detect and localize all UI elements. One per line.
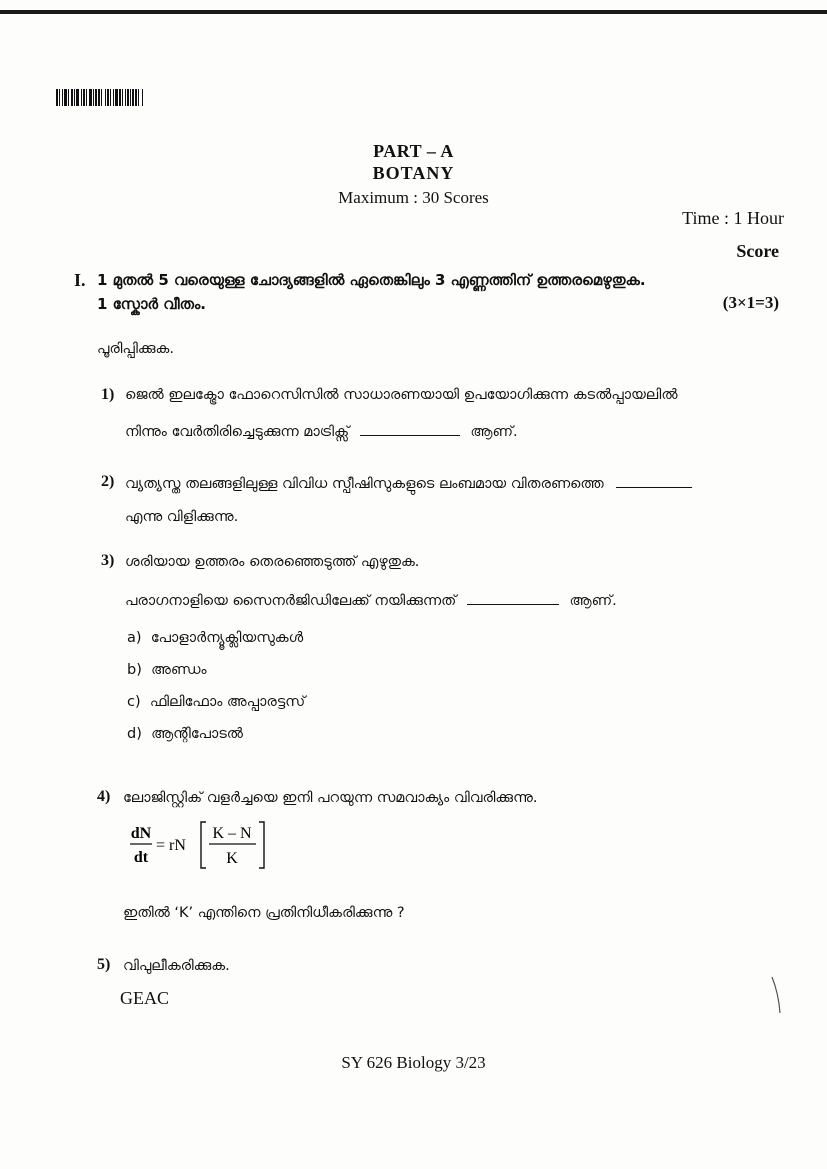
answer-blank [616, 475, 692, 488]
equation-rhs-denominator: K [226, 850, 238, 867]
right-bracket [259, 822, 264, 868]
question-number: 5) [97, 956, 111, 973]
score-column-heading: Score [736, 241, 779, 261]
question-1-text-a: നിന്നും വേർതിരിച്ചെടുക്കുന്ന മാട്രിക്സ് [125, 424, 350, 440]
option-text: പോളാർന്യൂക്ലിയസുകൾ [150, 630, 304, 646]
equation-lhs-denominator: dt [133, 849, 149, 866]
equation-lhs-numerator: dN [130, 825, 152, 842]
section-instruction-line1: 1 മുതൽ 5 വരെയുള്ള ചോദ്യങ്ങളിൽ ഏതെങ്കിലും 3 എണ്ണത്തിന് ഉത്തരമെഴുതുക. [97, 271, 646, 289]
option-text: അണ്ഡം [151, 662, 207, 678]
question-5 [97, 956, 110, 974]
barcode-bar [143, 89, 144, 106]
option-label: a) [127, 630, 142, 646]
question-number: 3) [101, 552, 115, 569]
margin-pen-stroke [770, 975, 782, 1015]
question-2-line2: എന്നു വിളിക്കുന്നു. [125, 509, 239, 525]
question-number: 4) [97, 788, 111, 805]
part-heading: PART – A [373, 141, 454, 161]
question-5-acronym: GEAC [120, 988, 169, 1008]
question-3-line1: ശരിയായ ഉത്തരം തെരഞ്ഞെടുത്ത് എഴുതുക. [125, 554, 420, 570]
equation-middle: = rN [156, 837, 186, 854]
question-4-line2: ഇതിൽ ‘K’ എന്തിനെ പ്രതിനിധീകരിക്കുന്നു ? [123, 905, 405, 921]
option-label: d) [127, 726, 142, 742]
option-b [127, 662, 207, 678]
question-number: 1) [101, 386, 115, 403]
option-c [127, 694, 305, 710]
question-1 [101, 386, 114, 404]
question-3 [101, 552, 114, 570]
question-1-line1: ജെൽ ഇലക്ട്രോ ഫോറെസിസിൽ സാധാരണയായി ഉപയോഗിക്കുന്ന കടൽപ്പായലിൽ [125, 387, 678, 403]
page-footer: SY 626 Biology 3/23 [341, 1053, 486, 1072]
fill-in-instruction: പൂരിപ്പിക്കുക. [97, 341, 174, 357]
subject-heading: BOTANY [372, 163, 455, 183]
question-2-line1 [125, 475, 692, 492]
option-label: c) [127, 694, 141, 710]
question-5-line1: വിപുലീകരിക്കുക. [123, 958, 230, 974]
section-number: I. [74, 270, 86, 290]
question-1-line2 [125, 423, 518, 440]
question-3-text-a: പരാഗനാളിയെ സൈനർജിഡിലേക്ക് നയിക്കുന്നത് [125, 593, 457, 609]
logistic-growth-equation [129, 820, 279, 872]
question-4-line1: ലോജിസ്റ്റിക് വളർച്ചയെ ഇനി പറയുന്ന സമവാക്യം വിവരിക്കുന്നു. [123, 790, 538, 806]
max-score: Maximum : 30 Scores [338, 188, 489, 207]
answer-blank [467, 592, 559, 605]
equation-rhs-numerator: K – N [212, 825, 252, 842]
question-number: 2) [101, 473, 115, 490]
option-d [127, 726, 243, 742]
option-a [127, 630, 303, 646]
option-text: ഫിലിഫോം അപ്പാരട്ടസ് [149, 694, 306, 710]
left-bracket [201, 822, 206, 868]
question-3-text-b: ആണ്. [569, 593, 617, 609]
answer-blank [360, 423, 460, 436]
barcode [56, 89, 172, 106]
section-marks: (3×1=3) [722, 293, 779, 312]
option-label: b) [127, 662, 142, 678]
section-instruction-line2: 1 സ്കോർ വീതം. [97, 295, 206, 313]
option-text: ആന്റിപോടൽ [151, 726, 243, 742]
time-limit: Time : 1 Hour [682, 208, 784, 228]
top-border-line [0, 10, 827, 14]
question-2-text: വ്യത്യസ്ത തലങ്ങളിലുള്ള വിവിധ സ്പീഷിസുകളുടെ ലംബമായ വിതരണത്തെ [125, 476, 604, 492]
question-4 [97, 788, 110, 806]
question-2 [101, 473, 114, 491]
question-3-line2 [125, 592, 617, 609]
question-1-text-b: ആണ്. [470, 424, 518, 440]
